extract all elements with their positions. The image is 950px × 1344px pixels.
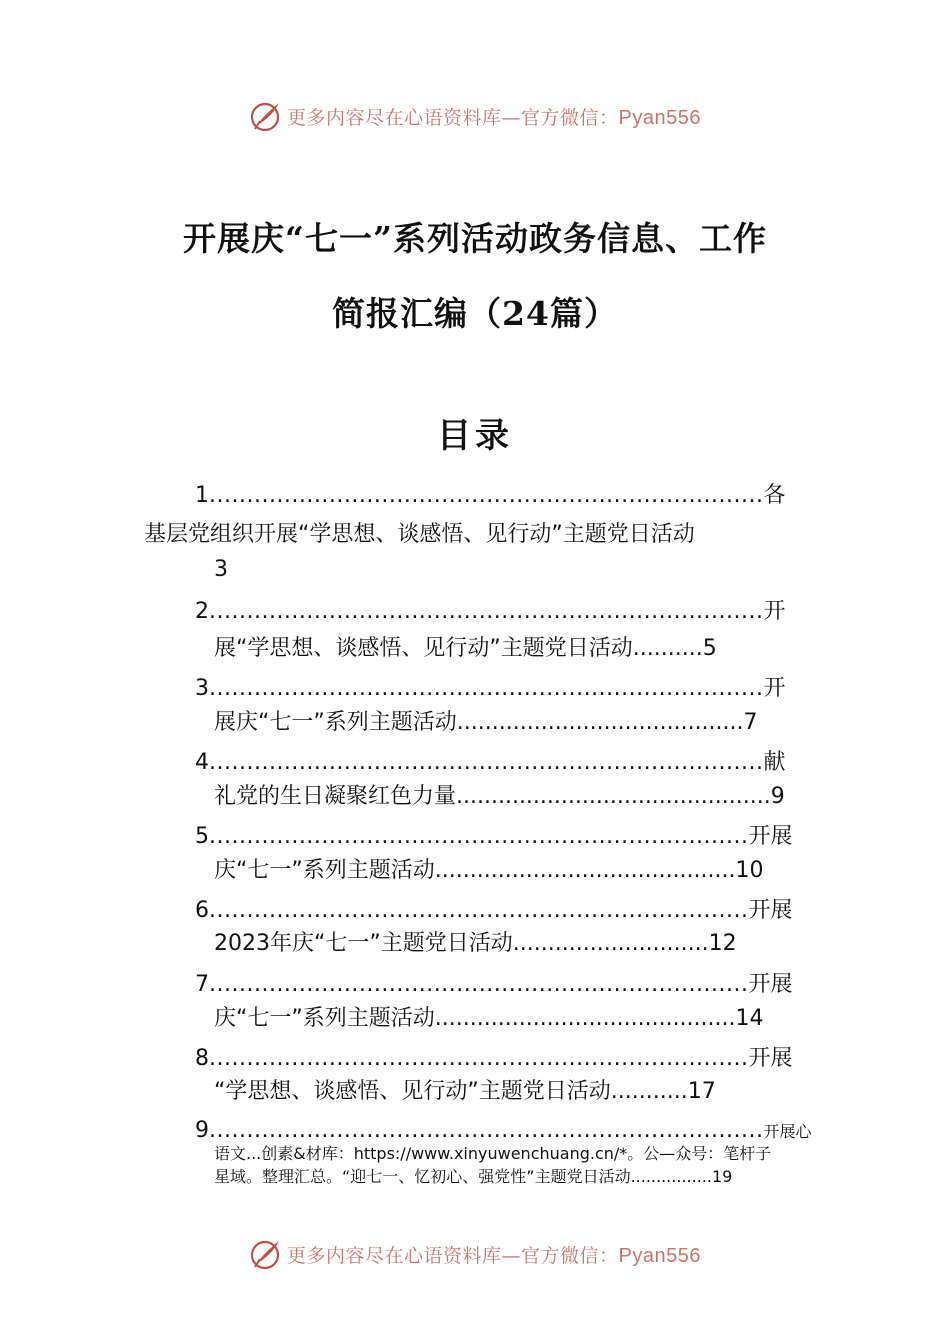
toc-entry-9[interactable]: 9..........................................................................开展心 bbox=[195, 1118, 812, 1143]
toc-heading: 目录 bbox=[437, 416, 513, 456]
toc-entry-2[interactable]: 2..........................................................................开 bbox=[195, 599, 786, 624]
toc-entry-4-text: 礼党的生日凝聚红色力量.............................................9 bbox=[214, 784, 785, 809]
toc-entry-7-text: 庆“七一”系列主题活动...........................................14 bbox=[214, 1006, 764, 1031]
toc-entry-1[interactable]: 1..........................................................................各 bbox=[195, 483, 786, 508]
toc-entry-6[interactable]: 6........................................................................开展 bbox=[195, 898, 793, 923]
toc-entry-1-page: 3 bbox=[214, 557, 228, 582]
toc-entry-7[interactable]: 7........................................................................开展 bbox=[195, 972, 793, 997]
quill-logo-icon bbox=[249, 1237, 283, 1271]
footer-banner bbox=[0, 1234, 950, 1274]
footer-banner-text: 更多内容尽在心语资料库—官方微信：Pyan556 bbox=[287, 1244, 701, 1267]
toc-entry-5-page: 10 bbox=[735, 858, 764, 883]
header-banner bbox=[0, 96, 950, 136]
toc-entry-7-page: 14 bbox=[735, 1006, 764, 1031]
toc-entry-5[interactable]: 5........................................................................开展 bbox=[195, 824, 793, 849]
toc-entry-3-page: 7 bbox=[743, 710, 758, 735]
toc-entry-5-text: 庆“七一”系列主题活动...........................................10 bbox=[214, 858, 764, 883]
toc-entry-3[interactable]: 3..........................................................................开 bbox=[195, 676, 786, 701]
footer-wechat-id: Pyan556 bbox=[618, 1244, 701, 1267]
header-banner-text: 更多内容尽在心语资料库—官方微信：Pyan556 bbox=[287, 106, 701, 129]
toc-entry-8-text: “学思想、谈感悟、见行动”主题党日活动...........17 bbox=[214, 1079, 716, 1104]
toc-entry-8-page: 17 bbox=[687, 1079, 716, 1104]
document-title-line1: 开展庆“七一”系列活动政务信息、工作 bbox=[183, 219, 767, 258]
quill-logo-icon bbox=[249, 99, 283, 133]
toc-entry-3-text: 展庆“七一”系列主题活动.........................................7 bbox=[214, 710, 758, 735]
toc-entry-8[interactable]: 8........................................................................开展 bbox=[195, 1046, 793, 1071]
document-title-line2: 简报汇编（24篇） bbox=[332, 294, 618, 333]
toc-entry-1-text: 基层党组织开展“学思想、谈感悟、见行动”主题党日活动 bbox=[144, 522, 695, 547]
toc-entry-6-page: 12 bbox=[708, 931, 737, 956]
toc-entry-9-page: 19 bbox=[711, 1167, 733, 1186]
toc-entry-6-text: 2023年庆“七一”主题党日活动............................12 bbox=[214, 931, 737, 956]
toc-entry-2-page: 5 bbox=[702, 636, 717, 661]
header-wechat-id: Pyan556 bbox=[618, 106, 701, 129]
toc-entry-4[interactable]: 4..........................................................................献 bbox=[195, 750, 786, 775]
toc-entry-9-text-line3: 星域。整理汇总。“迎七一、忆初心、强党性”主题党日活动................19 bbox=[214, 1167, 733, 1186]
toc-entry-2-text: 展“学思想、谈感悟、见行动”主题党日活动..........5 bbox=[214, 636, 717, 661]
toc-entry-9-text-line2: 语文...创素&材库：https://www.xinyuwenchuang.cn/*。公—众号：笔杆子 bbox=[214, 1144, 772, 1163]
toc-entry-4-page: 9 bbox=[770, 784, 785, 809]
